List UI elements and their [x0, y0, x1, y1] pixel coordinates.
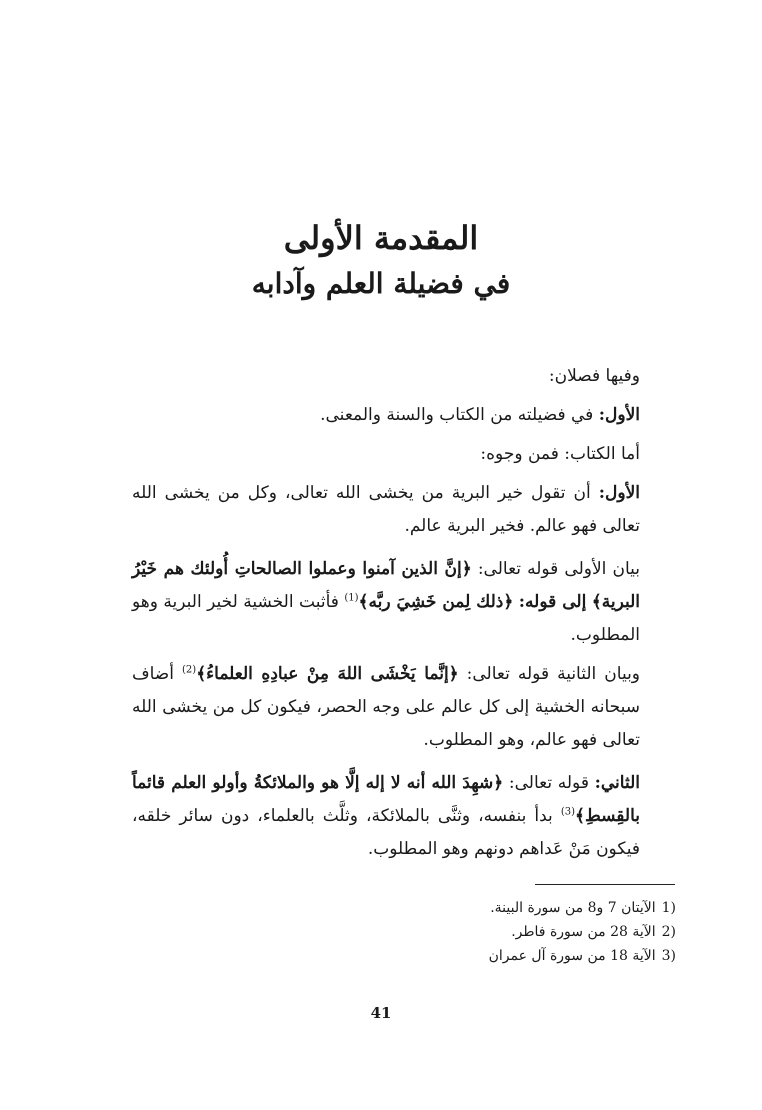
book-intro: أما الكتاب: فمن وجوه: — [480, 444, 640, 464]
section-first-label: الأول: — [598, 405, 640, 425]
point-two-label: الثاني: — [594, 773, 640, 793]
footnote-divider — [535, 884, 675, 885]
quran-verse-1: ﴿إنَّ الذين آمنوا وعملوا الصالحاتِ أُولئك هم خَيْرُ البرية﴾ — [132, 559, 641, 612]
second-proof — [132, 658, 640, 757]
point-one-text: أن تقول خير البرية من يخشى الله تعالى، وكل من يخشى الله تعالى فهو عالم. فخير البرية عالم. — [132, 483, 640, 536]
quran-verse-4: ﴿شهِدَ الله أنه لا إله إلَّا هو والملائكةُ وأولو العلم قائماً بالقِسطِ﴾ — [132, 773, 640, 826]
chapter-title: المقدمة الأولى — [283, 219, 479, 257]
point-one-label: الأول: — [598, 483, 641, 503]
point-two-lead: قوله تعالى: — [508, 773, 589, 793]
point-one — [132, 477, 640, 543]
footnote-ref-1: (1) — [344, 592, 359, 604]
body-text — [132, 360, 640, 866]
intro-line: وفيها فصلان: — [548, 366, 640, 386]
point-two — [132, 767, 640, 866]
footnote-ref-3: (3) — [560, 806, 576, 818]
quran-verse-3: ﴿إنَّما يَخْشَى اللهَ مِنْ عبادِهِ العلماءُ﴾ — [196, 664, 459, 684]
chapter-subtitle: في فضيلة العلم وآدابه — [251, 267, 511, 300]
section-first — [132, 399, 640, 432]
second-proof-tail: أضاف سبحانه الخشية إلى كل عالم على وجه الحصر، فيكون كل من يخشى الله تعالى فهو عالم، وهو المطلوب. — [132, 664, 640, 750]
footnote-item — [300, 896, 676, 920]
footnote-number: 1) — [661, 900, 676, 916]
first-proof — [132, 553, 640, 652]
second-proof-lead: وبيان الثانية قوله تعالى: — [466, 664, 641, 684]
footnote-ref-2: (2) — [182, 664, 197, 676]
footnote-number: 2) — [661, 924, 676, 940]
footnote-item — [300, 944, 676, 968]
first-proof-mid: إلى قوله: — [518, 592, 587, 612]
quran-verse-2: ﴿ذلك لِمن خَشِيَ ربَّه﴾ — [358, 592, 514, 612]
footnote-number: 3) — [661, 948, 676, 964]
chapter-heading — [0, 216, 762, 304]
point-two-tail: بدأ بنفسه، وثنَّى بالملائكة، وثلَّث بالعلماء، دون سائر خلقه، فيكون مَنْ عَداهم دونهم وهو المطلوب. — [132, 806, 640, 859]
first-proof-tail: فأثبت الخشية لخير البرية وهو المطلوب. — [132, 592, 640, 645]
footnote-text: الآية 28 من سورة فاطر. — [511, 924, 656, 940]
footnote-text: الآيتان 7 و8 من سورة البينة. — [490, 900, 656, 916]
footnote-text: الآية 18 من سورة آل عمران — [488, 948, 656, 964]
section-first-text: في فضيلته من الكتاب والسنة والمعنى. — [320, 405, 594, 425]
footnotes — [300, 896, 676, 968]
first-proof-lead: بيان الأولى قوله تعالى: — [477, 559, 641, 579]
page-number: 41 — [370, 1004, 392, 1022]
footnote-item — [300, 920, 676, 944]
